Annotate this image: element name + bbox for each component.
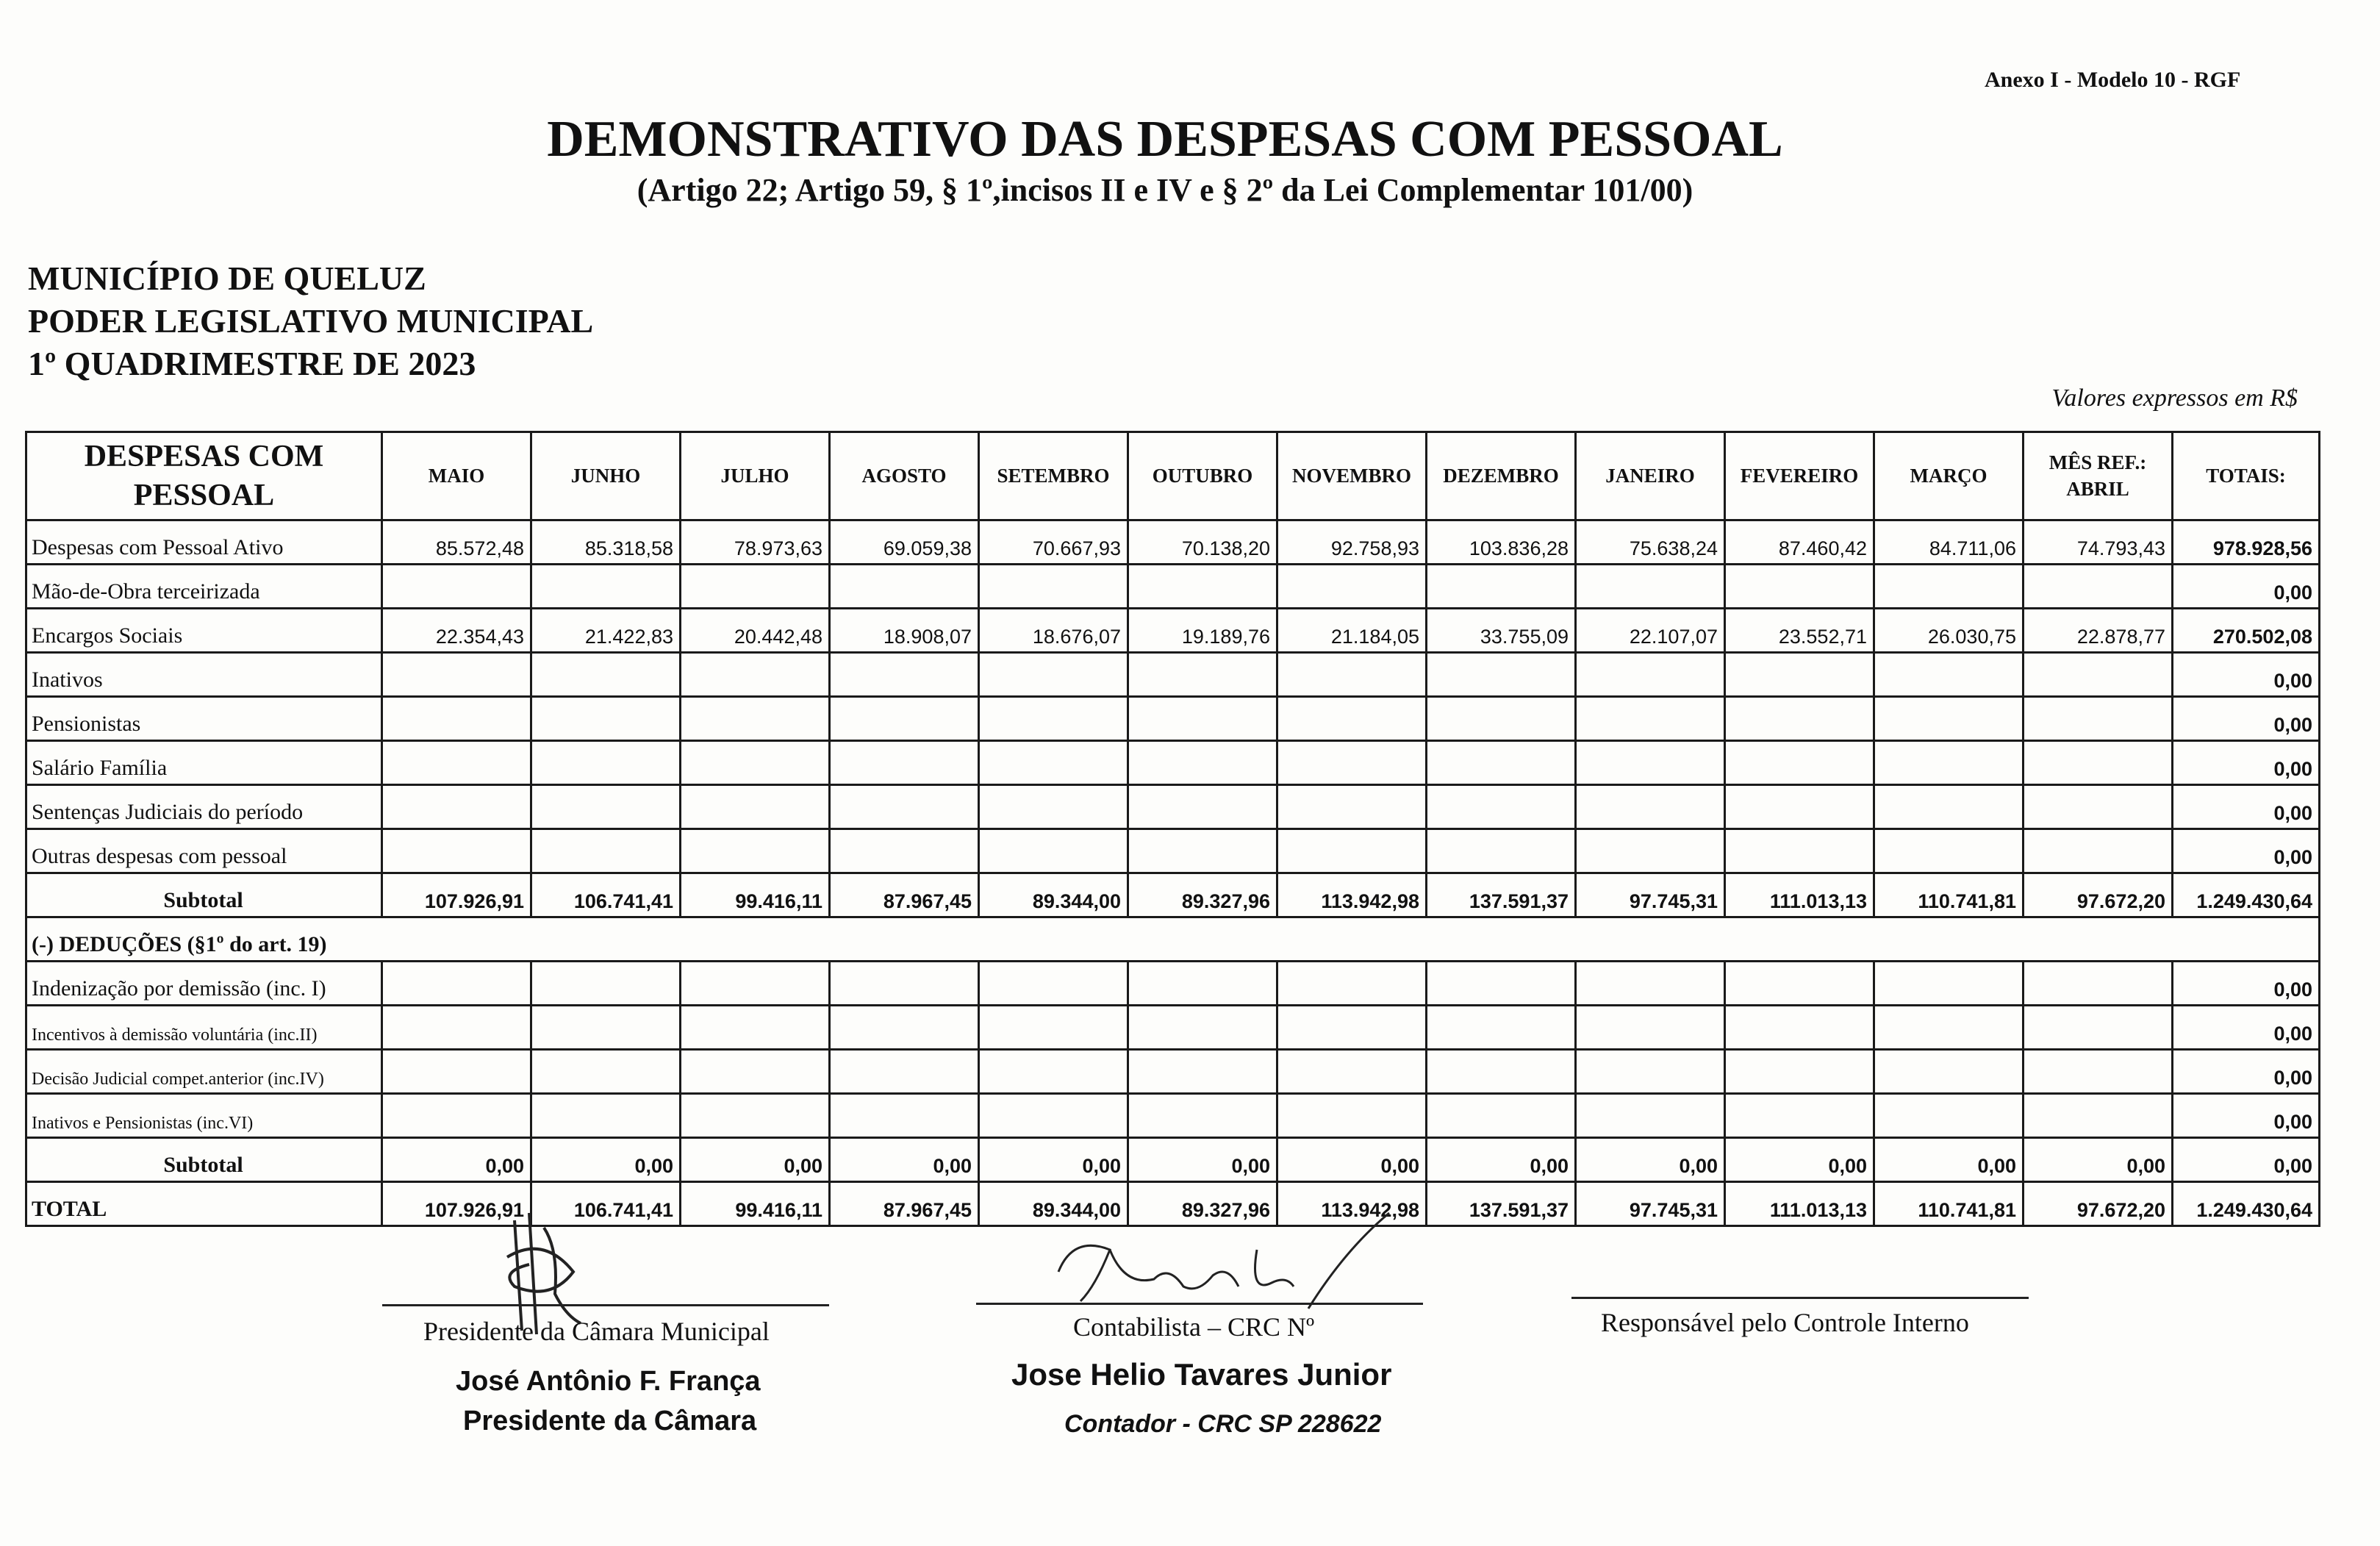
value-cell (382, 653, 531, 697)
value-cell (382, 962, 531, 1006)
expense-row (26, 565, 2320, 609)
subtotal-cell: 0,00 (830, 1138, 979, 1182)
expense-row (26, 741, 2320, 785)
value-cell (382, 1094, 531, 1138)
value-cell (531, 1050, 681, 1094)
value-cell (1128, 697, 1277, 741)
president-signature-line (382, 1304, 829, 1306)
value-cell (979, 962, 1128, 1006)
subtotal-cell: 0,00 (1874, 1138, 2024, 1182)
accountant-caption: Contabilista – CRC Nº (1073, 1312, 1315, 1342)
header-total: TOTAIS: (2173, 432, 2320, 520)
deduction-label: Indenização por demissão (inc. I) (26, 962, 382, 1006)
value-cell (1576, 962, 1725, 1006)
value-cell: 18.676,07 (979, 609, 1128, 653)
internal-control-signature-line (1571, 1297, 2029, 1299)
value-cell (531, 785, 681, 829)
deduction-total: 0,00 (2173, 962, 2320, 1006)
value-cell (2024, 741, 2173, 785)
value-cell (1725, 785, 1874, 829)
value-cell (1128, 565, 1277, 609)
row-label: Encargos Sociais (26, 609, 382, 653)
row-total: 0,00 (2173, 829, 2320, 873)
value-cell (1874, 1094, 2024, 1138)
deduction-row (26, 1006, 2320, 1050)
header-month: MARÇO (1874, 432, 2024, 520)
subtotal-cell: 110.741,81 (1874, 873, 2024, 917)
deduction-row (26, 1050, 2320, 1094)
value-cell (830, 785, 979, 829)
value-cell: 20.442,48 (681, 609, 830, 653)
president-role: Presidente da Câmara (463, 1406, 757, 1436)
deduction-total: 0,00 (2173, 1050, 2320, 1094)
subtotal-cell: 0,00 (681, 1138, 830, 1182)
value-cell (979, 1050, 1128, 1094)
subtotal-cell: 97.672,20 (2024, 873, 2173, 917)
row-total: 0,00 (2173, 741, 2320, 785)
value-cell (830, 1094, 979, 1138)
subtotal-cell: 89.327,96 (1128, 873, 1277, 917)
value-cell: 103.836,28 (1427, 520, 1576, 565)
value-cell (1277, 785, 1427, 829)
value-cell (1128, 785, 1277, 829)
grand-total-value: 1.249.430,64 (2173, 1182, 2320, 1226)
value-cell (681, 653, 830, 697)
deduction-total: 0,00 (2173, 1094, 2320, 1138)
value-cell: 22.354,43 (382, 609, 531, 653)
reporting-period: 1º QUADRIMESTRE DE 2023 (28, 345, 476, 382)
header-month: MAIO (382, 432, 531, 520)
value-cell (531, 741, 681, 785)
value-cell (1576, 697, 1725, 741)
subtotal-cell: 0,00 (382, 1138, 531, 1182)
value-cell (531, 653, 681, 697)
value-cell (1874, 565, 2024, 609)
value-cell (681, 785, 830, 829)
grand-total-cell: 107.926,91 (382, 1182, 531, 1226)
value-cell (2024, 653, 2173, 697)
grand-total-cell: 113.942,98 (1277, 1182, 1427, 1226)
value-cell (531, 565, 681, 609)
value-cell (979, 697, 1128, 741)
deductions-title: (-) DEDUÇÕES (§1º do art. 19) (26, 917, 2320, 962)
row-label: Pensionistas (26, 697, 382, 741)
value-cell (681, 741, 830, 785)
grand-total-cell: 89.327,96 (1128, 1182, 1277, 1226)
value-cell (1576, 785, 1725, 829)
document-title: DEMONSTRATIVO DAS DESPESAS COM PESSOAL (547, 111, 1783, 168)
value-cell (1128, 1050, 1277, 1094)
subtotal-cell: 137.591,37 (1427, 873, 1576, 917)
value-cell (1277, 1050, 1427, 1094)
header-month: SETEMBRO (979, 432, 1128, 520)
grand-total-cell: 87.967,45 (830, 1182, 979, 1226)
grand-total-cell: 97.745,31 (1576, 1182, 1725, 1226)
value-cell (2024, 1050, 2173, 1094)
subtotal-cell: 89.344,00 (979, 873, 1128, 917)
row-total: 270.502,08 (2173, 609, 2320, 653)
value-cell (531, 1094, 681, 1138)
internal-control-caption: Responsável pelo Controle Interno (1601, 1308, 1969, 1337)
header-month: NOVEMBRO (1277, 432, 1427, 520)
value-cell (1128, 829, 1277, 873)
header-month: OUTUBRO (1128, 432, 1277, 520)
accountant-role: Contador - CRC SP 228622 (1064, 1410, 1382, 1438)
value-cell (1427, 741, 1576, 785)
value-cell (1725, 565, 1874, 609)
value-cell (531, 1006, 681, 1050)
deduction-row (26, 1094, 2320, 1138)
value-cell (1576, 1094, 1725, 1138)
value-cell (1277, 565, 1427, 609)
value-cell (2024, 829, 2173, 873)
annex-label: Anexo I - Modelo 10 - RGF (1985, 68, 2241, 92)
municipality-name: MUNICÍPIO DE QUELUZ (28, 260, 426, 297)
grand-total-cell: 97.672,20 (2024, 1182, 2173, 1226)
value-cell (382, 697, 531, 741)
value-cell (1874, 962, 2024, 1006)
value-cell (2024, 785, 2173, 829)
value-cell (2024, 1094, 2173, 1138)
row-label: Mão-de-Obra terceirizada (26, 565, 382, 609)
value-cell (1427, 697, 1576, 741)
row-label: Inativos (26, 653, 382, 697)
value-cell (1277, 962, 1427, 1006)
header-month: JULHO (681, 432, 830, 520)
value-cell (1725, 829, 1874, 873)
value-cell: 87.460,42 (1725, 520, 1874, 565)
value-cell (830, 653, 979, 697)
value-cell (382, 565, 531, 609)
value-cell (979, 829, 1128, 873)
value-cell: 92.758,93 (1277, 520, 1427, 565)
value-cell (1128, 1094, 1277, 1138)
value-cell (681, 829, 830, 873)
subtotal-cell: 0,00 (531, 1138, 681, 1182)
value-cell (1277, 829, 1427, 873)
value-cell (1725, 1006, 1874, 1050)
value-cell (681, 1050, 830, 1094)
value-cell (1128, 741, 1277, 785)
value-cell (1427, 1094, 1576, 1138)
deduction-label: Inativos e Pensionistas (inc.VI) (26, 1094, 382, 1138)
subtotal-cell: 111.013,13 (1725, 873, 1874, 917)
value-cell: 70.667,93 (979, 520, 1128, 565)
value-cell (531, 829, 681, 873)
grand-total-cell: 111.013,13 (1725, 1182, 1874, 1226)
value-cell (1874, 785, 2024, 829)
grand-total-label: TOTAL (26, 1182, 382, 1226)
value-cell (2024, 1006, 2173, 1050)
value-cell (1277, 741, 1427, 785)
value-cell (1576, 653, 1725, 697)
value-cell: 21.422,83 (531, 609, 681, 653)
value-cell (1128, 962, 1277, 1006)
currency-note: Valores expressos em R$ (2051, 384, 2298, 412)
value-cell (979, 1006, 1128, 1050)
document-subtitle: (Artigo 22; Artigo 59, § 1º,incisos II e IV e § 2º da Lei Complementar 101/00) (637, 172, 1693, 208)
subtotal-cell: 113.942,98 (1277, 873, 1427, 917)
subtotal-label: Subtotal (26, 1138, 382, 1182)
value-cell (1725, 1050, 1874, 1094)
accountant-name: Jose Helio Tavares Junior (1011, 1357, 1392, 1392)
header-month: JUNHO (531, 432, 681, 520)
row-total: 0,00 (2173, 565, 2320, 609)
header-month: FEVEREIRO (1725, 432, 1874, 520)
value-cell (830, 962, 979, 1006)
deduction-total: 0,00 (2173, 1006, 2320, 1050)
row-label: Outras despesas com pessoal (26, 829, 382, 873)
president-caption: Presidente da Câmara Municipal (423, 1317, 770, 1346)
header-row (26, 432, 2320, 520)
grand-total-cell: 106.741,41 (531, 1182, 681, 1226)
president-name: José Antônio F. França (456, 1366, 761, 1397)
value-cell: 33.755,09 (1427, 609, 1576, 653)
deductions-subtotal-row (26, 1138, 2320, 1182)
value-cell (531, 962, 681, 1006)
header-month: JANEIRO (1576, 432, 1725, 520)
value-cell: 19.189,76 (1128, 609, 1277, 653)
value-cell (1725, 1094, 1874, 1138)
value-cell: 23.552,71 (1725, 609, 1874, 653)
value-cell (830, 829, 979, 873)
value-cell (1576, 1006, 1725, 1050)
value-cell (1874, 741, 2024, 785)
subtotal-cell: 0,00 (1576, 1138, 1725, 1182)
value-cell: 84.711,06 (1874, 520, 2024, 565)
value-cell (382, 1006, 531, 1050)
subtotal-cell: 107.926,91 (382, 873, 531, 917)
grand-total-cell: 99.416,11 (681, 1182, 830, 1226)
value-cell: 74.793,43 (2024, 520, 2173, 565)
grand-total-cell: 137.591,37 (1427, 1182, 1576, 1226)
value-cell (681, 1094, 830, 1138)
value-cell (979, 1094, 1128, 1138)
value-cell: 26.030,75 (1874, 609, 2024, 653)
legislative-power: PODER LEGISLATIVO MUNICIPAL (28, 302, 594, 340)
value-cell (2024, 565, 2173, 609)
subtotal-cell: 106.741,41 (531, 873, 681, 917)
value-cell (1576, 829, 1725, 873)
expense-row (26, 785, 2320, 829)
subtotal-cell: 0,00 (979, 1138, 1128, 1182)
header-month: AGOSTO (830, 432, 979, 520)
expense-row (26, 609, 2320, 653)
value-cell (1277, 1094, 1427, 1138)
value-cell (2024, 697, 2173, 741)
value-cell (681, 962, 830, 1006)
value-cell (1427, 829, 1576, 873)
value-cell (1576, 1050, 1725, 1094)
value-cell (830, 1050, 979, 1094)
value-cell (531, 697, 681, 741)
subtotal-cell: 0,00 (1277, 1138, 1427, 1182)
value-cell (1128, 653, 1277, 697)
value-cell (979, 785, 1128, 829)
value-cell (1874, 1050, 2024, 1094)
value-cell (979, 741, 1128, 785)
value-cell (2024, 962, 2173, 1006)
deduction-row (26, 962, 2320, 1006)
value-cell (1427, 962, 1576, 1006)
value-cell (1427, 785, 1576, 829)
header-month: MÊS REF.: ABRIL (2024, 432, 2173, 520)
deductions-section-row (26, 917, 2320, 962)
value-cell (1128, 1006, 1277, 1050)
value-cell (1277, 697, 1427, 741)
grand-total-cell: 110.741,81 (1874, 1182, 2024, 1226)
value-cell (382, 1050, 531, 1094)
value-cell (1427, 565, 1576, 609)
value-cell (830, 741, 979, 785)
row-label: Sentenças Judiciais do período (26, 785, 382, 829)
row-total: 0,00 (2173, 697, 2320, 741)
value-cell: 21.184,05 (1277, 609, 1427, 653)
personnel-expenses-table (25, 431, 2320, 1227)
value-cell (979, 653, 1128, 697)
header-month: DEZEMBRO (1427, 432, 1576, 520)
value-cell (1725, 741, 1874, 785)
row-label: Salário Família (26, 741, 382, 785)
subtotal-cell: 97.745,31 (1576, 873, 1725, 917)
value-cell (1874, 1006, 2024, 1050)
value-cell (1427, 1050, 1576, 1094)
header-category: DESPESAS COM PESSOAL (26, 432, 382, 520)
value-cell (681, 565, 830, 609)
subtotal-cell: 0,00 (1427, 1138, 1576, 1182)
value-cell (830, 1006, 979, 1050)
value-cell: 75.638,24 (1576, 520, 1725, 565)
value-cell (1874, 653, 2024, 697)
row-total: 978.928,56 (2173, 520, 2320, 565)
subtotal-cell: 0,00 (1128, 1138, 1277, 1182)
value-cell: 85.318,58 (531, 520, 681, 565)
value-cell (1576, 741, 1725, 785)
value-cell (1576, 565, 1725, 609)
value-cell (382, 785, 531, 829)
expense-row (26, 520, 2320, 565)
subtotal-cell: 87.967,45 (830, 873, 979, 917)
value-cell: 78.973,63 (681, 520, 830, 565)
subtotal-total: 1.249.430,64 (2173, 873, 2320, 917)
value-cell (979, 565, 1128, 609)
value-cell: 85.572,48 (382, 520, 531, 565)
expense-row (26, 829, 2320, 873)
value-cell (681, 697, 830, 741)
value-cell: 69.059,38 (830, 520, 979, 565)
deduction-label: Incentivos à demissão voluntária (inc.II) (26, 1006, 382, 1050)
subtotal-label: Subtotal (26, 873, 382, 917)
value-cell (1277, 1006, 1427, 1050)
row-total: 0,00 (2173, 785, 2320, 829)
deduction-label: Decisão Judicial compet.anterior (inc.IV) (26, 1050, 382, 1094)
value-cell: 70.138,20 (1128, 520, 1277, 565)
subtotal-cell: 99.416,11 (681, 873, 830, 917)
accountant-signature (1029, 1206, 1426, 1323)
value-cell (1427, 1006, 1576, 1050)
expense-row (26, 697, 2320, 741)
subtotal-cell: 0,00 (1725, 1138, 1874, 1182)
value-cell (382, 741, 531, 785)
value-cell (830, 565, 979, 609)
value-cell (1725, 653, 1874, 697)
value-cell (1725, 697, 1874, 741)
subtotal-row (26, 873, 2320, 917)
value-cell (1277, 653, 1427, 697)
value-cell: 22.878,77 (2024, 609, 2173, 653)
accountant-signature-line (976, 1303, 1423, 1305)
value-cell: 22.107,07 (1576, 609, 1725, 653)
value-cell: 18.908,07 (830, 609, 979, 653)
row-label: Despesas com Pessoal Ativo (26, 520, 382, 565)
expense-row (26, 653, 2320, 697)
row-total: 0,00 (2173, 653, 2320, 697)
value-cell (1874, 697, 2024, 741)
value-cell (1874, 829, 2024, 873)
value-cell (1725, 962, 1874, 1006)
value-cell (681, 1006, 830, 1050)
value-cell (1427, 653, 1576, 697)
value-cell (382, 829, 531, 873)
subtotal-total: 0,00 (2173, 1138, 2320, 1182)
value-cell (830, 697, 979, 741)
subtotal-cell: 0,00 (2024, 1138, 2173, 1182)
grand-total-cell: 89.344,00 (979, 1182, 1128, 1226)
